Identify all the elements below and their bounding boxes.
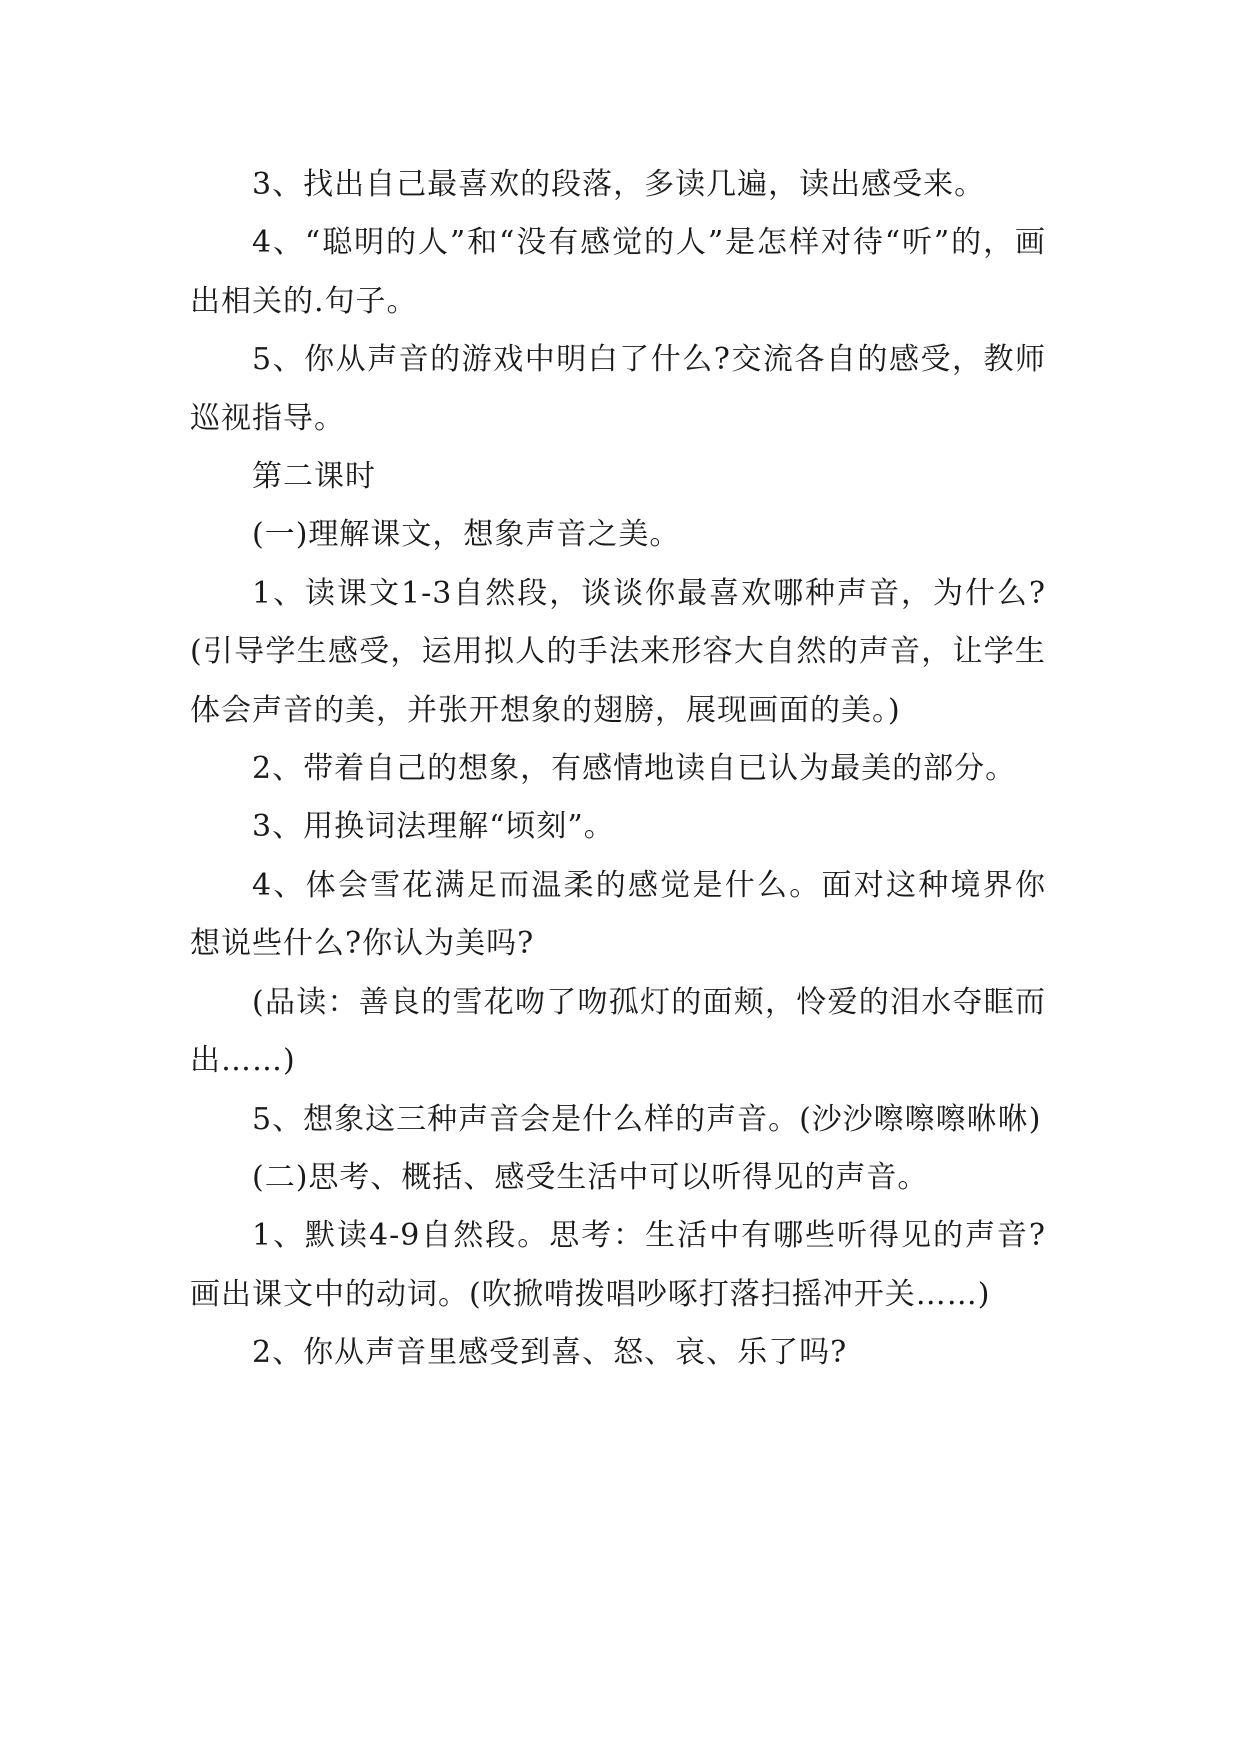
paragraph-item-5: 5、你从声音的游戏中明白了什么?交流各自的感受，教师巡视指导。 [190,342,1046,436]
paragraph-item-3: 3、找出自己最喜欢的段落，多读几遍，读出感受来。 [252,167,986,202]
subsection-heading-2: (二)思考、概括、感受生活中可以听得见的声音。 [252,1159,929,1195]
paragraph-item-4b: 4、体会雪花满足而温柔的感觉是什么。面对这种境界你想说些什么?你认为美吗? [190,867,1046,962]
paragraph-item-3b: 3、用换词法理解“顷刻”。 [252,809,615,845]
paragraph-reading-note: (品读：善良的雪花吻了吻孤灯的面颊，怜爱的泪水夺眶而出……) [190,984,1046,1079]
paragraph-item-5b: 5、想象这三种声音会是什么样的声音。(沙沙嚓嚓嚓咻咻) [252,1101,1042,1137]
paragraph-item-1: 1、读课文1-3自然段，谈谈你最喜欢哪种声音，为什么?(引导学生感受，运用拟人的手法来形容大自然的声音，让学生体会声音的美，并张开想象的翅膀，展现画面的美。) [190,575,1046,728]
section-heading: 第二课时 [252,459,376,495]
paragraph-item-4: 4、“聪明的人”和“没有感觉的人”是怎样对待“听”的，画出相关的.句子。 [190,225,1046,319]
paragraph-item-2b: 2、你从声音里感受到喜、怒、哀、乐了吗? [252,1335,848,1371]
document-body [190,156,1046,1383]
subsection-heading-1: (一)理解课文，想象声音之美。 [252,517,681,553]
paragraph-item-1b: 1、默读4-9自然段。思考：生活中有哪些听得见的声音?画出课文中的动词。(吹掀啃拨唱吵啄打落扫摇冲开关……) [190,1218,1046,1312]
paragraph-item-2: 2、带着自己的想象，有感情地读自已认为最美的部分。 [252,751,1017,787]
